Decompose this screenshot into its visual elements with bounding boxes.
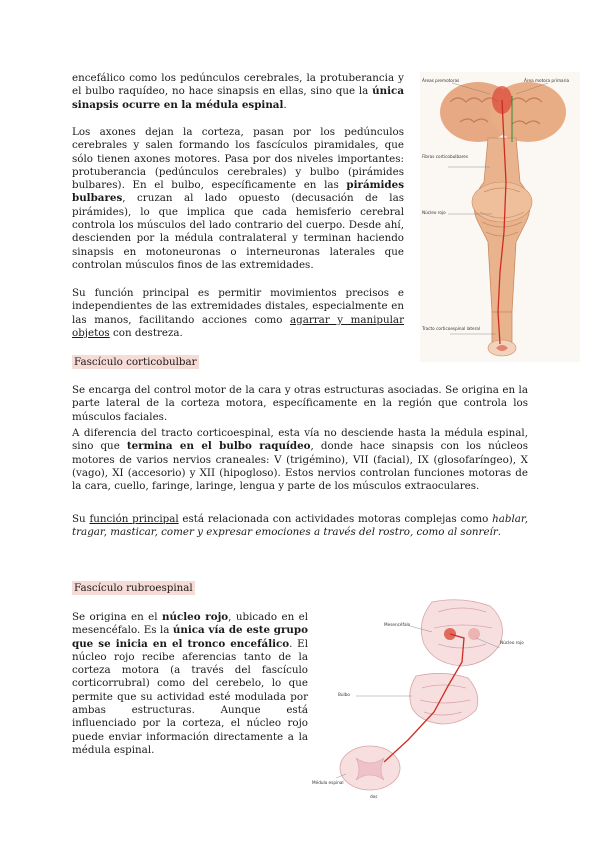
label-fibras-corticobulbares: Fibras corticobulbares <box>422 154 469 159</box>
label-bulbo: Bulbo <box>338 692 350 697</box>
intro-paragraph: encefálico como los pedúnculos cerebrales, la protuberancia y el bulbo raquídeo, no hace sinapsis en ellas, sino que la única sinapsis ocurre en la médula espinal. <box>72 72 404 111</box>
label-nucleo-rojo: Núcleo rojo <box>422 210 446 215</box>
corticobulbar-paragraph-2: A diferencia del tracto corticoespinal, esta vía no desciende hasta la médula espinal, sino que termina en el bulbo raquídeo, donde hace sinapsis con los núcleos motores de varios nervios craneales: V (trigémino), VII (facial), IX (glosofaríngeo), X (vago), XI (accesorio) y XII (hipogloso). Estos nervios controlan funciones motoras de la cara, cuello, faringe, laringe, lengua y parte de los músculos extraoculares. <box>72 427 528 493</box>
label-nucleo-rojo-2: Núcleo rojo <box>500 640 524 645</box>
corticobulbar-paragraph-1: Se encarga del control motor de la cara y otras estructuras asociadas. Se origina en la parte lateral de la corteza motora, específicamente en la región que controla los músculos faciales. <box>72 384 528 423</box>
heading-corticobulbar: Fascículo corticobulbar <box>74 356 197 368</box>
medulla-section <box>410 673 478 724</box>
label-mesencefalo: Mesencéfalo <box>384 622 411 627</box>
label-area-motora: Área motora primaria <box>524 78 570 83</box>
spinal-cord <box>492 312 512 342</box>
label-bottom: dos <box>370 794 378 799</box>
label-medula-espinal: Médula espinal <box>312 780 344 785</box>
heading-rubroespinal: Fascículo rubroespinal <box>74 582 193 594</box>
spinal-cord-section <box>340 746 400 790</box>
corticoespinal-paragraph: Los axones dejan la corteza, pasan por los pedúnculos cerebrales y salen formando los fascículos piramidales, que sólo tienen axones motores. Pasa por dos niveles importantes: protuberancia (pedúnculos cerebrales) y bulbo (pirámides bulbares). En el bulbo, específicamente en las pirámides bulbares, cruzan al lado opuesto (decusación de las pirámides), lo que implica que cada hemisferio cerebral controla los músculos del lado contrario del cuerpo. Desde ahí, descienden por la médula contralateral y terminan haciendo sinapsis en motoneuronas o interneuronas laterales que controlan músculos finos de las extremidades. <box>72 126 404 271</box>
rubroespinal-paragraph: Se origina en el núcleo rojo, ubicado en el mesencéfalo. Es la única vía de este grupo que se inicia en el tronco encefálico. El núcleo rojo recibe aferencias tanto de la corteza motora (a través del fascículo corticorrubral) como del cerebelo, lo que permite que su actividad esté modulada por ambas estructuras. Aunque está influenciado por la corteza, el núcleo rojo puede enviar información directamente a la médula espinal. <box>72 611 308 756</box>
corticospinal-figure <box>420 72 580 362</box>
label-tracto-corticoespinal: Tracto corticoespinal lateral <box>422 326 481 331</box>
corticobulbar-paragraph-3: Su función principal está relacionada con actividades motoras complejas como hablar, tragar, masticar, comer y expresar emociones a través del rostro, como al sonreír. <box>72 513 528 539</box>
label-areas-premotoras: Áreas premotoras <box>422 78 460 83</box>
function-paragraph: Su función principal es permitir movimientos precisos e independientes de las extremidades distales, especialmente en las manos, facilitando acciones como agarrar y manipular objetos con destreza. <box>72 287 404 339</box>
rubrospinal-figure <box>312 592 534 804</box>
